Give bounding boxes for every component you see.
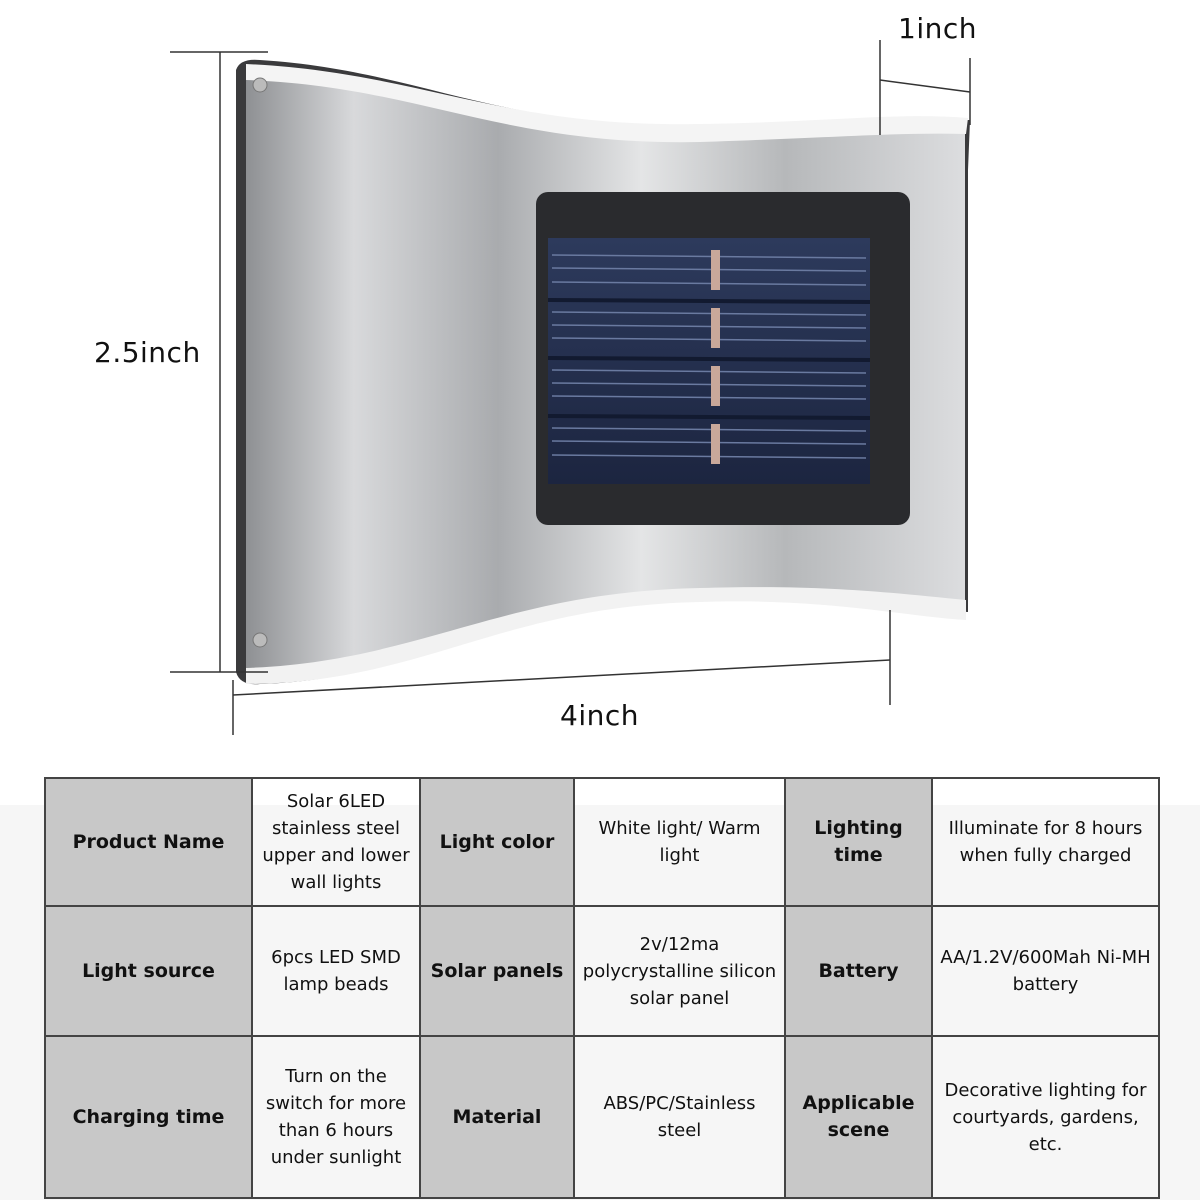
spec-value: 6pcs LED SMD lamp beads: [252, 906, 420, 1036]
spec-value: AA/1.2V/600Mah Ni-MH battery: [932, 906, 1159, 1036]
spec-label: Light color: [420, 778, 574, 906]
solar-panel: [536, 192, 910, 525]
width-label: 4inch: [560, 699, 639, 732]
spec-label: Solar panels: [420, 906, 574, 1036]
spec-value: Illuminate for 8 hours when fully charged: [932, 778, 1159, 906]
spec-table: [44, 777, 1160, 1199]
spec-label: Material: [420, 1036, 574, 1198]
spec-label: Battery: [785, 906, 932, 1036]
table-row: [45, 1036, 1159, 1198]
spec-value: Turn on the switch for more than 6 hours under sunlight: [252, 1036, 420, 1198]
spec-label: Applicable scene: [785, 1036, 932, 1198]
table-row: [45, 778, 1159, 906]
spec-value: Solar 6LED stainless steel upper and lower wall lights: [252, 778, 420, 906]
spec-label: Lighting time: [785, 778, 932, 906]
spec-value: Decorative lighting for courtyards, gardens, etc.: [932, 1036, 1159, 1198]
spec-value: ABS/PC/Stainless steel: [574, 1036, 785, 1198]
table-row: [45, 906, 1159, 1036]
depth-label: 1inch: [898, 12, 977, 45]
spec-value: 2v/12ma polycrystalline silicon solar panel: [574, 906, 785, 1036]
spec-label: Charging time: [45, 1036, 252, 1198]
spec-label: Product Name: [45, 778, 252, 906]
spec-value: White light/ Warm light: [574, 778, 785, 906]
spec-label: Light source: [45, 906, 252, 1036]
height-label: 2.5inch: [94, 336, 201, 369]
